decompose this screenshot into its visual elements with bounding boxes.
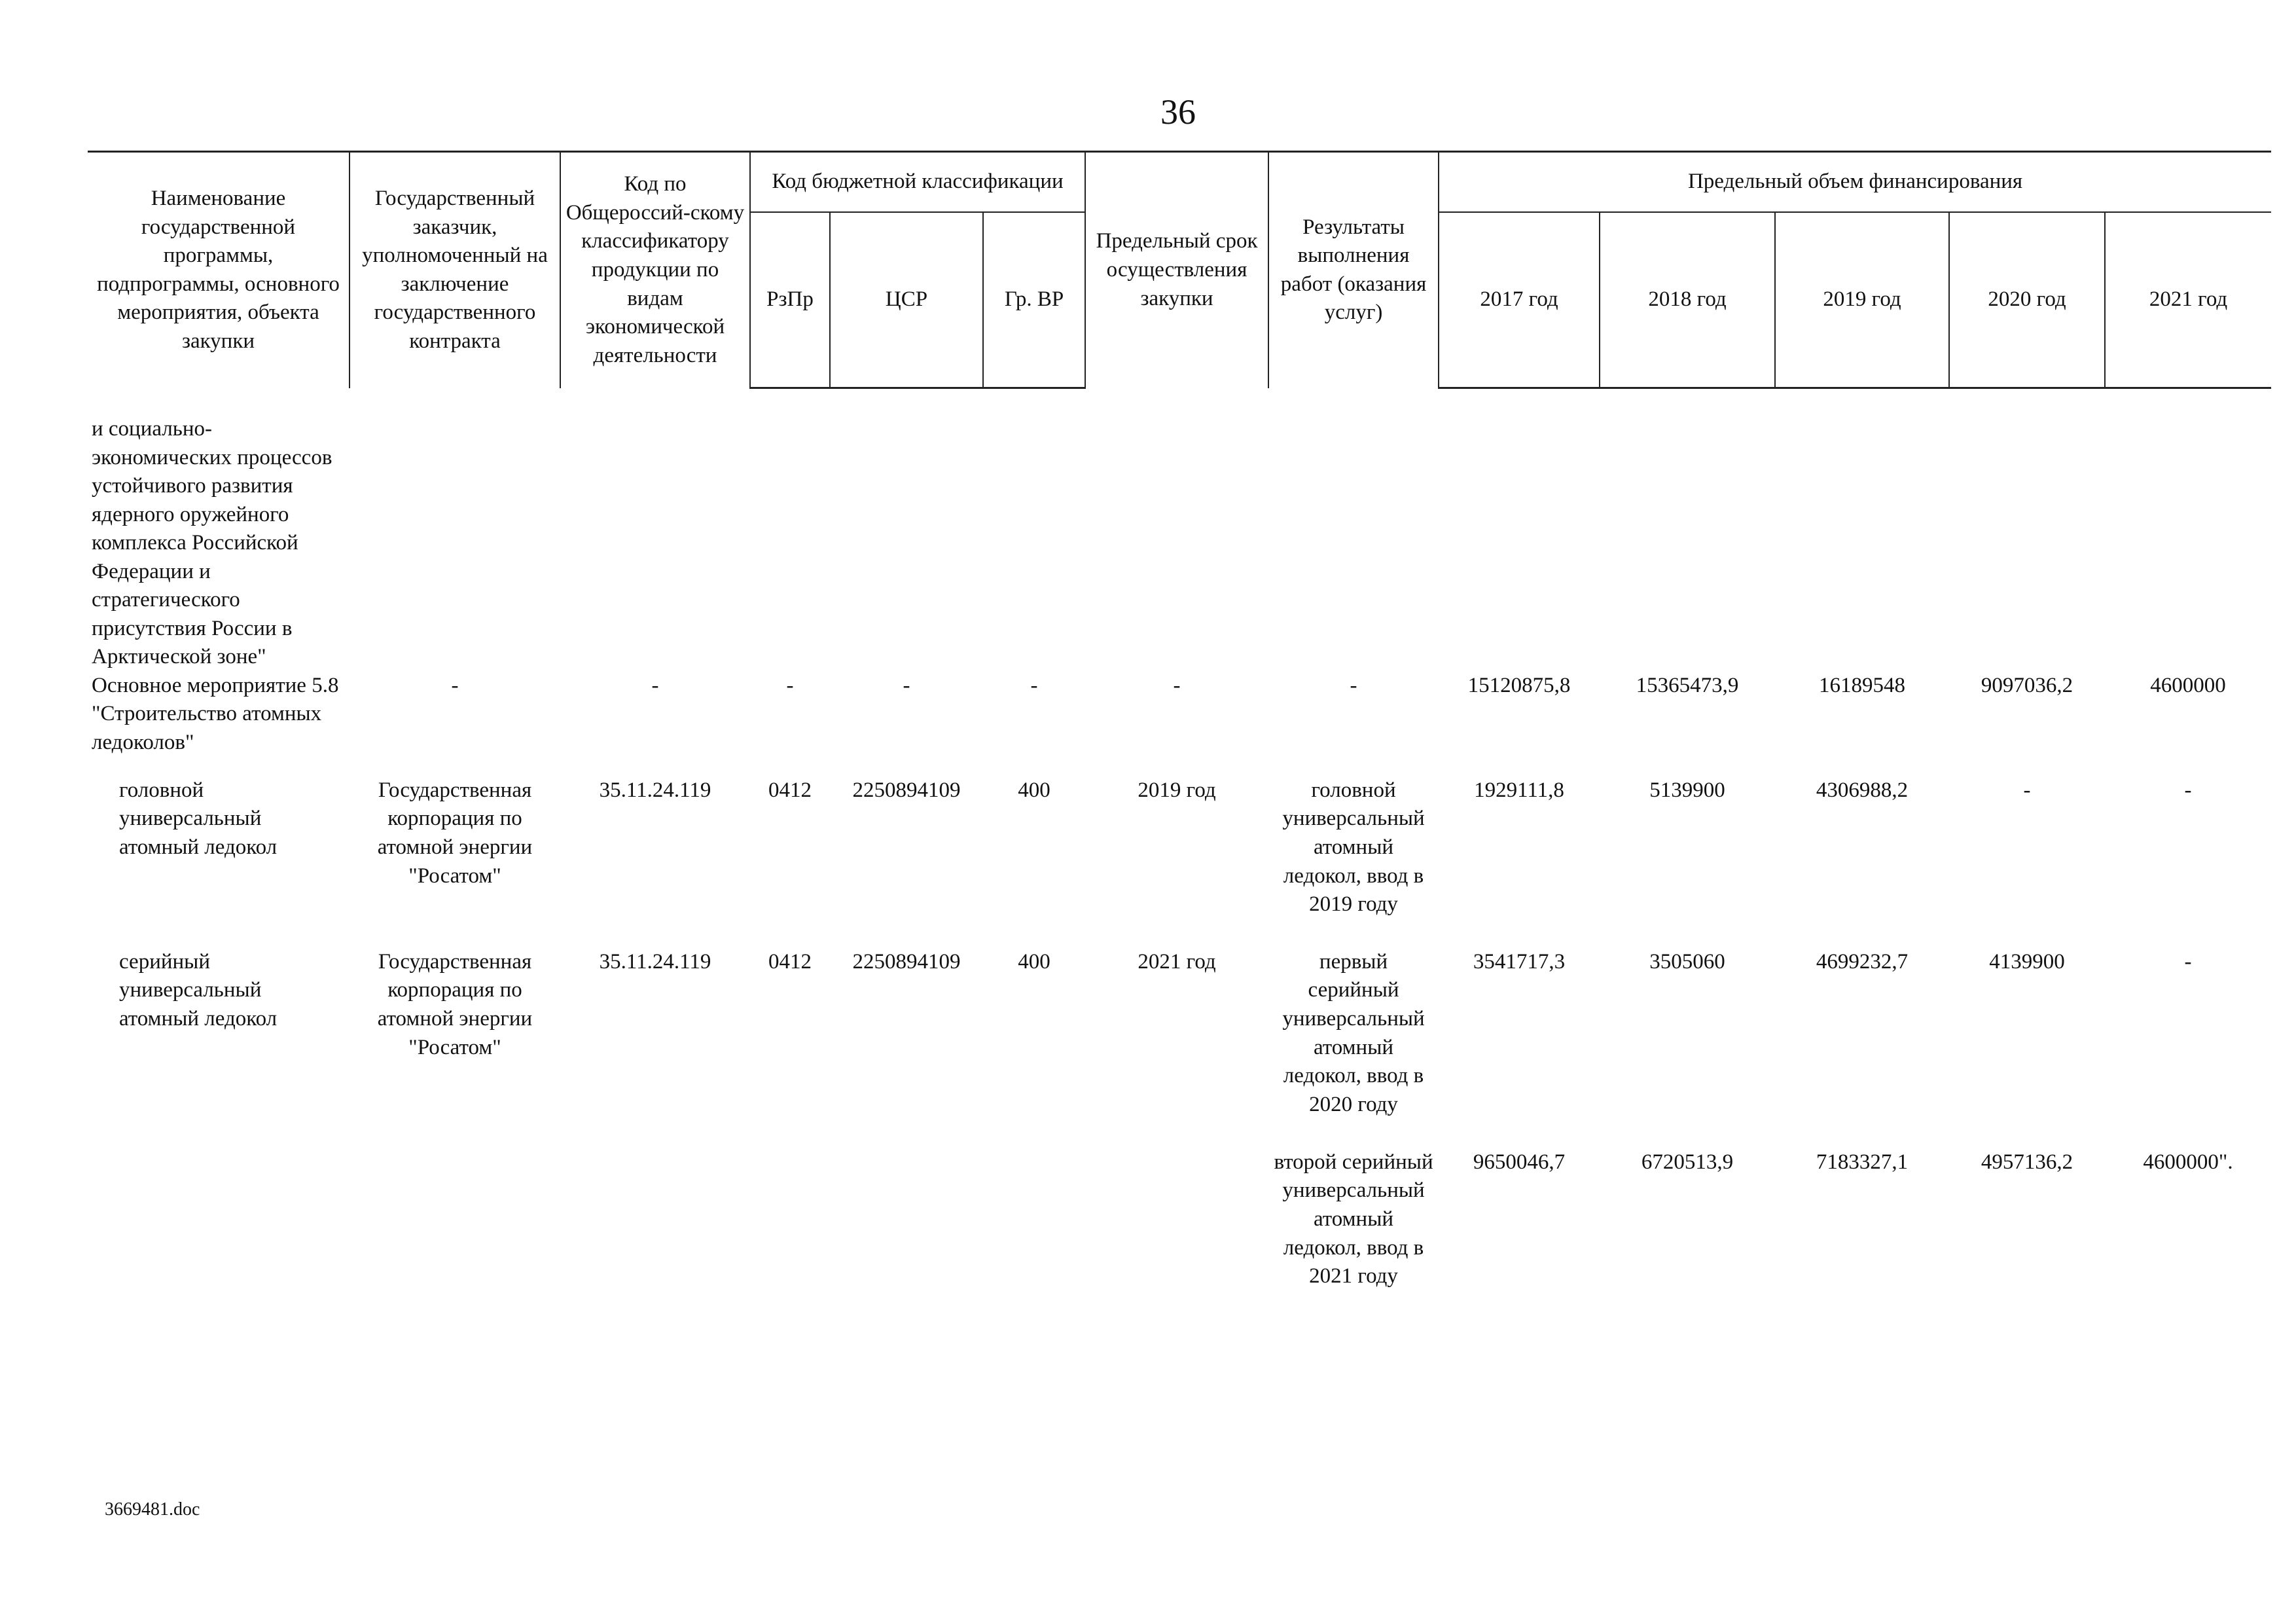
- lead-csr: 2250894109: [852, 778, 961, 802]
- header-grvr: Гр. ВР: [983, 212, 1085, 388]
- serial2-2017: 9650046,7: [1473, 1150, 1566, 1174]
- serial-csr: 2250894109: [852, 949, 961, 974]
- main-customer: -: [451, 673, 459, 697]
- serial-2021: -: [2184, 949, 2192, 974]
- serial-2018: 3505060: [1649, 949, 1725, 974]
- header-funding: Предельный объем финансирования: [1439, 152, 2271, 213]
- main-deadline: -: [1173, 673, 1181, 697]
- document-filename: 3669481.doc: [105, 1499, 200, 1520]
- header-okpd: Код по Общероссий-скому классификатору продукции по видам экономической деятельности: [560, 152, 750, 388]
- main-2017: 15120875,8: [1467, 673, 1571, 697]
- main-results: -: [1350, 673, 1357, 697]
- lead-customer: Государственная корпорация по атомной энергии "Росатом": [377, 778, 533, 888]
- main-grvr: -: [1030, 673, 1038, 697]
- table-row-main-activity: [88, 672, 2271, 776]
- serial-name: серийный универсальный атомный ледокол: [119, 949, 278, 1031]
- serial-2017: 3541717,3: [1473, 949, 1566, 974]
- serial-2019: 4699232,7: [1816, 949, 1909, 974]
- header-deadline: Предельный срок осуществления закупки: [1085, 152, 1268, 388]
- lead-results: головной универсальный атомный ледокол, ввод в 2019 году: [1282, 778, 1425, 917]
- header-name: Наименование государственной программы, подпрограммы, основного мероприятия, объекта закупки: [88, 152, 350, 388]
- header-year-2020: 2020 год: [1949, 212, 2105, 388]
- serial-results: первый серийный универсальный атомный ледокол, ввод в 2020 году: [1282, 949, 1425, 1116]
- header-year-2017: 2017 год: [1439, 212, 1600, 388]
- serial-2020: 4139900: [1989, 949, 2065, 974]
- page-number: 36: [1160, 92, 1196, 132]
- header-year-2019: 2019 год: [1775, 212, 1949, 388]
- serial2-2018: 6720513,9: [1641, 1150, 1734, 1174]
- main-2018: 15365473,9: [1636, 673, 1739, 697]
- header-rzpr: РзПр: [750, 212, 830, 388]
- header-year-2021: 2021 год: [2105, 212, 2271, 388]
- lead-2020: -: [2023, 778, 2031, 802]
- lead-grvr: 400: [1018, 778, 1050, 802]
- table-row-lead-icebreaker: [88, 776, 2271, 948]
- lead-name: головной универсальный атомный ледокол: [119, 778, 278, 860]
- serial-okpd: 35.11.24.119: [599, 949, 711, 974]
- main-2020: 9097036,2: [1981, 673, 2073, 697]
- header-csr: ЦСР: [830, 212, 983, 388]
- lead-2018: 5139900: [1649, 778, 1725, 802]
- main-csr: -: [903, 673, 910, 697]
- header-year-2018: 2018 год: [1600, 212, 1775, 388]
- main-2019: 16189548: [1819, 673, 1906, 697]
- serial-deadline: 2021 год: [1138, 949, 1216, 974]
- main-okpd: -: [651, 673, 659, 697]
- lead-okpd: 35.11.24.119: [599, 778, 711, 802]
- lead-2017: 1929111,8: [1474, 778, 1564, 802]
- continuation-text: и социально-экономических процессов устойчивого развития ядерного оружейного комплекса Российской Федерации и стратегического присутствия России в Арктической зоне": [92, 417, 332, 669]
- header-budget-code: Код бюджетной классификации: [750, 152, 1085, 213]
- table-row-serial-second: [88, 1148, 2271, 1291]
- header-results: Результаты выполнения работ (оказания услуг): [1268, 152, 1439, 388]
- lead-2019: 4306988,2: [1816, 778, 1909, 802]
- table-row-serial-icebreaker: [88, 948, 2271, 1148]
- serial2-results: второй серийный универсальный атомный ледокол, ввод в 2021 году: [1274, 1150, 1433, 1288]
- procurement-table: [88, 151, 2271, 1291]
- serial-grvr: 400: [1018, 949, 1050, 974]
- main-rzpr: -: [786, 673, 794, 697]
- main-name: Основное мероприятие 5.8 "Строительство атомных ледоколов": [92, 673, 339, 755]
- serial-rzpr: 0412: [768, 949, 812, 974]
- serial2-2020: 4957136,2: [1981, 1150, 2073, 1174]
- lead-deadline: 2019 год: [1138, 778, 1216, 802]
- header-customer: Государственный заказчик, уполномоченный на заключение государственного контракта: [350, 152, 560, 388]
- serial2-2021: 4600000".: [2143, 1150, 2233, 1174]
- serial-customer: Государственная корпорация по атомной энергии "Росатом": [377, 949, 533, 1059]
- table-row-continuation: [88, 415, 2271, 672]
- lead-rzpr: 0412: [768, 778, 812, 802]
- serial2-2019: 7183327,1: [1816, 1150, 1909, 1174]
- lead-2021: -: [2184, 778, 2192, 802]
- main-2021: 4600000: [2150, 673, 2226, 697]
